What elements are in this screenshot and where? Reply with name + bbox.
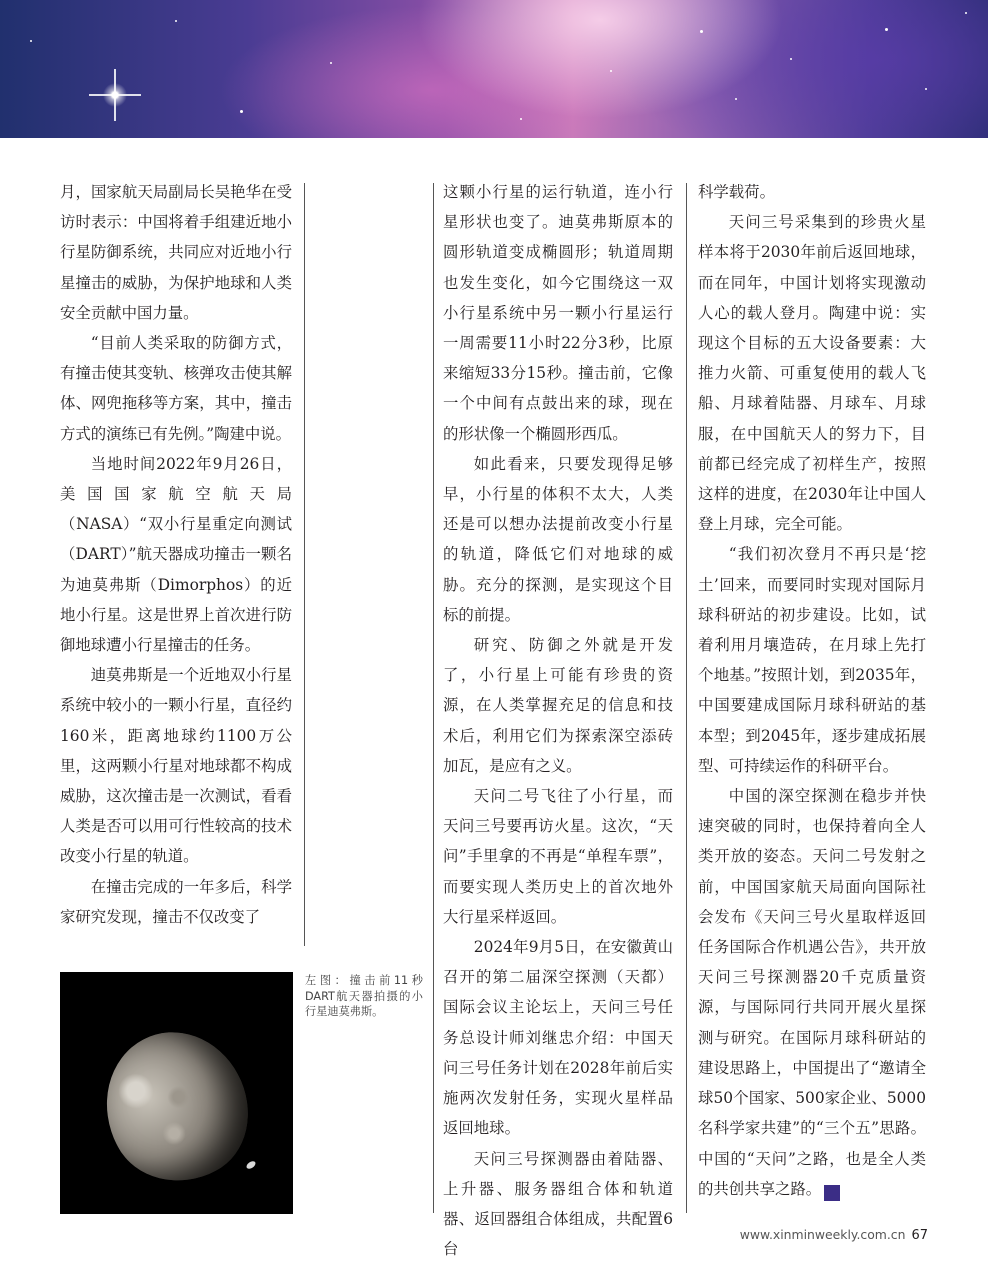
asteroid-image xyxy=(79,1008,273,1206)
star xyxy=(735,98,737,100)
paragraph: 天问二号飞往了小行星，而天问三号要再访火星。这次，“天问”手里拿的不再是“单程车票”，而要实现人类历史上的首次地外大行星采样返回。 xyxy=(443,787,673,926)
star xyxy=(925,88,927,90)
starfield-banner xyxy=(0,0,988,138)
paragraph: 科学载荷。 xyxy=(698,183,775,201)
paragraph-text: 中国的深空探测在稳步并快速突破的同时，也保持着向全人类开放的姿态。天问二号发射之前，中国国家航天局面向国际社会发布《天问三号火星取样返回任务国际合作机遇公告》，共开放天问三号探测器20千克质量资源，与国际同行共同开展火星探测与研究。在国际月球科研站的建设思路上，中国提出了“邀请全球50个国家、500家企业、5000名科学家共建”的“三个五”思路。中国的“天问”之路，也是全人类的共创共享之路。 xyxy=(698,787,926,1198)
star xyxy=(610,70,612,72)
star xyxy=(790,58,792,60)
paragraph: “目前人类采取的防御方式，有撞击使其变轨、核弹攻击使其解体、网兜拖移等方案，其中，撞击方式的演练已有先例。”陶建中说。 xyxy=(60,334,292,443)
column-divider xyxy=(433,183,434,1213)
star xyxy=(700,30,703,33)
paragraph: 天问三号探测器由着陆器、上升器、服务器组合体和轨道器、返回器组合体组成，共配置6台 xyxy=(443,1149,673,1259)
paragraph: 天问三号采集到的珍贵火星样本将于2030年前后返回地球，而在同年，中国计划将实现激动人心的载人登月。陶建中说：实现这个目标的五大设备要素：大推力火箭、可重复使用的载人飞船、月球着陆器、月球车、月球服，在中国航天人的努力下，目前都已经完成了初样生产，按照这样的进度，在2030年让中国人登上月球，完全可能。 xyxy=(698,213,926,534)
article-column-2 xyxy=(443,177,673,1264)
moonlet-image xyxy=(245,1160,257,1171)
paragraph: 迪莫弗斯是一个近地双小行星系统中较小的一颗小行星，直径约160米，距离地球约1100万公里，这两颗小行星对地球都不构成威胁，这次撞击是一次测试，看看人类是否可以用可行性较高的技术改变小行星的轨道。 xyxy=(60,666,292,866)
column-divider xyxy=(304,183,305,946)
star xyxy=(175,20,177,22)
paragraph: 研究、防御之外就是开发了，小行星上可能有珍贵的资源，在人类掌握充足的信息和技术后，利用它们为探索深空添砖加瓦，是应有之义。 xyxy=(443,636,673,775)
star xyxy=(520,118,522,120)
column-divider xyxy=(686,183,687,1213)
website-url: www.xinminweekly.com.cn xyxy=(739,1227,906,1242)
star xyxy=(30,40,32,42)
bright-star xyxy=(103,83,127,107)
paragraph: 当地时间2022年9月26日，美国国家航空航天局（NASA）“双小行星重定向测试（DART）”航天器成功撞击一颗名为迪莫弗斯（Dimorphos）的近地小行星。这是世界上首次进行防御地球遭小行星撞击的任务。 xyxy=(60,454,292,655)
star xyxy=(240,110,243,113)
page-number: 67 xyxy=(911,1228,928,1243)
paragraph: 如此看来，只要发现得足够早，小行星的体积不太大，人类还是可以想办法提前改变小行星的轨道，降低它们对地球的威胁。充分的探测，是实现这个目标的前提。 xyxy=(443,454,673,624)
article-column-3 xyxy=(698,177,926,1204)
asteroid-photo xyxy=(60,972,293,1214)
end-mark-logo: 民 xyxy=(824,1185,840,1201)
paragraph: “我们初次登月不再只是‘挖土’回来，而要同时实现对国际月球科研站的初步建设。比如，试着利用月壤造砖，在月球上先打个地基。”按照计划，到2035年，中国要建成国际月球科研站的基本型；到2045年，逐步建成拓展型、可持续运作的科研平台。 xyxy=(698,545,926,775)
page-footer xyxy=(740,1227,928,1243)
star xyxy=(885,28,888,31)
article-column-1 xyxy=(60,177,292,932)
paragraph: 在撞击完成的一年多后，科学家研究发现，撞击不仅改变了 xyxy=(60,877,292,926)
star xyxy=(330,62,332,64)
paragraph: 月，国家航天局副局长吴艳华在受访时表示：中国将着手组建近地小行星防御系统，共同应对近地小行星撞击的威胁，为保护地球和人类安全贡献中国力量。 xyxy=(60,183,292,322)
paragraph: 2024年9月5日，在安徽黄山召开的第二届深空探测（天都）国际会议主论坛上，天问三号任务总设计师刘继忠介绍：中国天问三号任务计划在2028年前后实施两次发射任务，实现火星样品返回地球。 xyxy=(443,938,673,1138)
photo-caption: 左图：撞击前11秒DART航天器拍摄的小行星迪莫弗斯。 xyxy=(305,974,423,1019)
star xyxy=(965,12,967,14)
paragraph: 这颗小行星的运行轨道，连小行星形状也变了。迪莫弗斯原本的圆形轨道变成椭圆形；轨道周期也发生变化，如今它围绕这一双小行星系统中另一颗小行星运行一周需要11小时22分3秒，比原来缩短33分15秒。撞击前，它像一个中间有点鼓出来的球，现在的形状像一个椭圆形西瓜。 xyxy=(443,183,673,443)
paragraph xyxy=(698,781,926,1204)
